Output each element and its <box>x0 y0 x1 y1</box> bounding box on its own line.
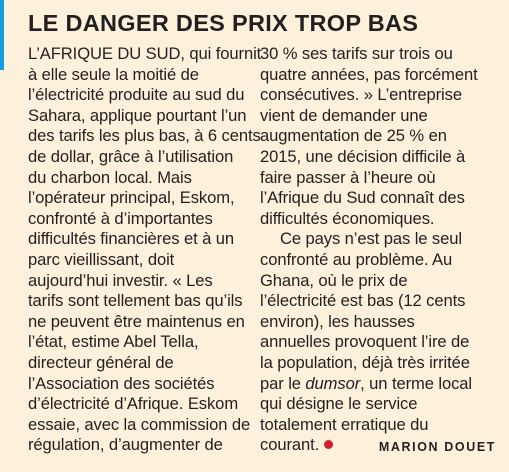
text-line: difficultés financières et à un <box>28 229 234 249</box>
text-fragment: courant. <box>260 435 320 455</box>
right-column <box>260 44 496 456</box>
text-line: Sahara, applique pourtant l’un <box>28 105 247 125</box>
text-line: l’opérateur principal, Eskom, <box>28 188 235 208</box>
text-line: 30 % ses tarifs sur trois ou <box>260 44 453 63</box>
accent-rule <box>0 0 4 70</box>
end-mark-icon <box>324 440 333 449</box>
paragraph-2-end <box>260 394 496 435</box>
text-line: quatre années, pas forcément <box>260 64 478 84</box>
text-line: consécutives. » L’entreprise <box>260 85 462 105</box>
text-line: ne peuvent être maintenus en <box>28 311 245 331</box>
byline: MARION DOUET <box>378 440 496 455</box>
text-line: L’AFRIQUE DU SUD, qui fournit <box>28 44 262 63</box>
text-fragment: , un terme local <box>360 373 472 393</box>
text-line: difficultés économiques. <box>260 208 435 228</box>
text-line: faire passer à l’heure où <box>260 167 436 187</box>
text-line: directeur général de <box>28 352 174 372</box>
text-line: des tarifs les plus bas, à 6 cents <box>28 126 261 146</box>
text-line: l’électricité produite au sud du <box>28 85 245 105</box>
text-fragment: par le <box>260 373 306 393</box>
text-line: à elle seule la moitié de <box>28 64 199 84</box>
text-line: qui désigne le service <box>260 394 418 414</box>
text-line: du charbon local. Mais <box>28 167 192 187</box>
text-line: annuelles provoquent l’ire de <box>260 332 470 352</box>
text-line: aujourd’hui investir. « Les <box>28 270 213 290</box>
text-line: d’électricité d’Afrique. Eskom <box>28 394 239 414</box>
text-line: l’état, estime Abel Tella, <box>28 332 199 352</box>
text-line: Ce pays n’est pas le seul <box>280 229 462 249</box>
paragraph-2 <box>260 229 496 373</box>
text-line: l’Association des sociétés <box>28 373 215 393</box>
text-line <box>260 374 496 395</box>
final-line <box>260 435 496 456</box>
text-line: 2015, une décision difficile à <box>260 146 466 166</box>
text-line: environ), les hausses <box>260 311 415 331</box>
text-line: confronté à d’importantes <box>28 208 213 228</box>
left-column <box>28 44 260 456</box>
text-line: augmentation de 25 % en <box>260 126 447 146</box>
text-line: l’Afrique du Sud connaît des <box>260 188 465 208</box>
text-line: vient de demander une <box>260 105 428 125</box>
italic-term: dumsor <box>305 373 361 393</box>
text-line: tarifs sont tellement bas qu’ils <box>28 291 243 311</box>
text-line: essaie, avec la commission de <box>28 414 251 434</box>
text-line: totalement erratique du <box>260 414 429 434</box>
headline: LE DANGER DES PRIX TROP BAS <box>28 10 419 36</box>
text-line: l’électricité est bas (12 cents <box>260 291 466 311</box>
text-line: de dollar, grâce à l’utilisation <box>28 146 234 166</box>
text-line: parc vieillissant, doit <box>28 249 175 269</box>
text-line: régulation, d’augmenter de <box>28 435 223 455</box>
paragraph-1-continued <box>260 44 496 229</box>
text-line: confronté au problème. Au <box>260 249 453 269</box>
text-line: la population, déjà très irritée <box>260 352 470 372</box>
text-line: Ghana, où le prix de <box>260 270 408 290</box>
